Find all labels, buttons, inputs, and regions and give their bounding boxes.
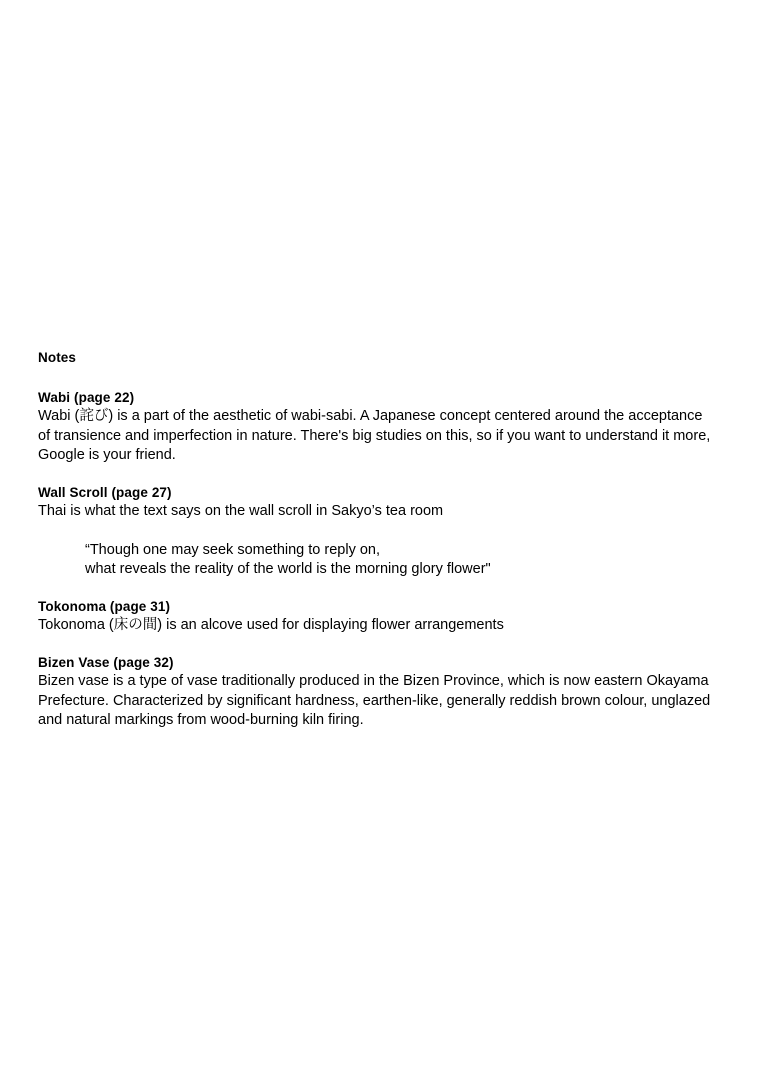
section-heading-tokonoma: Tokonoma (page 31) [38, 598, 171, 614]
page-title: Notes [38, 350, 77, 365]
section-text-tokonoma: Tokonoma (床の間) is an alcove used for displaying flower arrangements [38, 617, 504, 633]
section-bizen-vase [38, 653, 714, 731]
section-heading-wall-scroll: Wall Scroll (page 27) [38, 484, 172, 500]
section-text-wall-scroll: Thai is what the text says on the wall scroll in Sakyo’s tea room [38, 503, 444, 519]
quote-line-2: what reveals the reality of the world is the morning glory flower" [85, 561, 491, 577]
section-wall-scroll [38, 483, 714, 580]
notes-content [38, 348, 714, 731]
section-wabi [38, 388, 714, 466]
section-text-wabi: Wabi (詫び) is a part of the aesthetic of wabi-sabi. A Japanese concept centered around the acceptance of transience and imperfection in nature. There's big studies on this, so if you want to understand it more, Google is your friend. [38, 408, 711, 463]
section-text-bizen-vase: Bizen vase is a type of vase traditionally produced in the Bizen Province, which is now eastern Okayama Prefecture. Characterized by significant hardness, earthen-like, generally reddish brown colour, unglazed and natural markings from wood-burning kiln firing. [38, 673, 711, 728]
wall-scroll-quote [38, 541, 714, 580]
quote-line-1: “Though one may seek something to reply on, [85, 541, 380, 558]
section-tokonoma [38, 597, 714, 636]
section-heading-wabi: Wabi (page 22) [38, 389, 135, 405]
section-heading-bizen-vase: Bizen Vase (page 32) [38, 654, 174, 670]
